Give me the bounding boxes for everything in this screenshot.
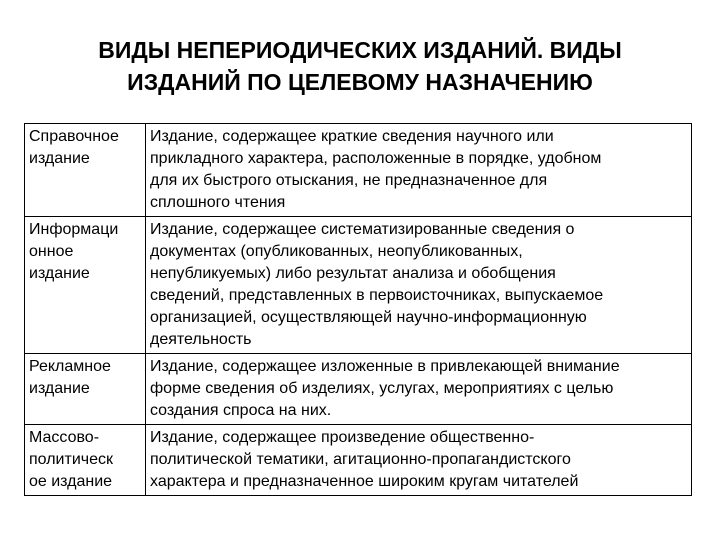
- table-row: [25, 124, 692, 217]
- description-line: политической тематики, агитационно-пропагандистского: [150, 451, 571, 468]
- table-row: [25, 217, 692, 354]
- term-line: издание: [29, 265, 90, 282]
- term-line: онное: [29, 243, 74, 260]
- term-line: издание: [29, 380, 90, 397]
- description-cell: [146, 425, 692, 496]
- term-line: Массово-: [29, 429, 100, 446]
- term-cell: [25, 124, 146, 217]
- term-line: Справочное: [29, 128, 119, 145]
- term-cell: [25, 425, 146, 496]
- description-line: Издание, содержащее изложенные в привлекающей внимание: [150, 358, 620, 375]
- term-line: ое издание: [29, 473, 113, 490]
- definitions-table: [24, 123, 692, 496]
- description-line: непубликуемых) либо результат анализа и обобщения: [150, 265, 556, 282]
- description-cell: [146, 124, 692, 217]
- term-line: Рекламное: [29, 358, 111, 375]
- page-title-line-2: ИЗДАНИЙ ПО ЦЕЛЕВОМУ НАЗНАЧЕНИЮ: [127, 69, 593, 95]
- description-line: прикладного характера, расположенные в порядке, удобном: [150, 150, 602, 167]
- description-line: деятельность: [150, 331, 252, 348]
- term-line: политическ: [29, 451, 113, 468]
- description-line: форме сведения об изделиях, услугах, мероприятиях с целью: [150, 380, 614, 397]
- term-line: Информаци: [29, 221, 119, 238]
- description-line: сплошного чтения: [150, 194, 286, 211]
- description-line: Издание, содержащее произведение общественно-: [150, 429, 535, 446]
- description-cell: [146, 217, 692, 354]
- term-cell: [25, 354, 146, 425]
- table-row: [25, 354, 692, 425]
- description-line: для их быстрого отыскания, не предназначенное для: [150, 172, 548, 189]
- description-line: документах (опубликованных, неопубликованных,: [150, 243, 523, 260]
- description-line: создания спроса на них.: [150, 402, 332, 419]
- term-cell: [25, 217, 146, 354]
- description-line: Издание, содержащее систематизированные сведения о: [150, 221, 575, 238]
- description-cell: [146, 354, 692, 425]
- page-title-line-1: ВИДЫ НЕПЕРИОДИЧЕСКИХ ИЗДАНИЙ. ВИДЫ: [98, 37, 622, 63]
- description-line: сведений, представленных в первоисточниках, выпускаемое: [150, 287, 604, 304]
- description-line: характера и предназначенное широким кругам читателей: [150, 473, 579, 490]
- table-row: [25, 425, 692, 496]
- description-line: Издание, содержащее краткие сведения научного или: [150, 128, 554, 145]
- description-line: организацией, осуществляющей научно-информационную: [150, 309, 587, 326]
- term-line: издание: [29, 150, 90, 167]
- page-title: [0, 34, 720, 98]
